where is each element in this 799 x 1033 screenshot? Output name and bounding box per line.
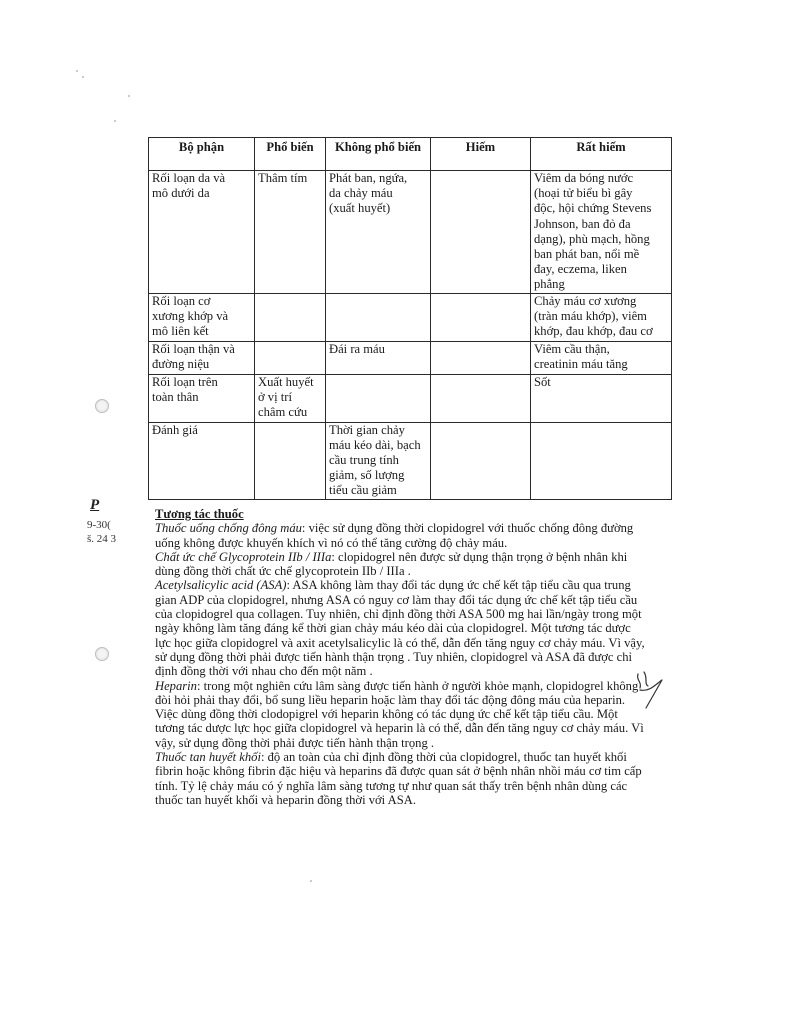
table-row — [149, 422, 672, 499]
table-cell — [431, 422, 531, 499]
table-cell: Sốt — [531, 374, 672, 422]
drug-interactions-section — [155, 507, 645, 807]
table-cell: Rối loạn cơ xương khớp và mô liên kết — [149, 293, 255, 341]
table-header-row — [149, 138, 672, 171]
punch-hole-icon — [95, 647, 109, 661]
interaction-paragraph — [155, 578, 645, 678]
table-cell — [431, 293, 531, 341]
table-cell — [255, 293, 326, 341]
adverse-reactions-table — [148, 137, 672, 500]
table-cell: Thâm tím — [255, 171, 326, 294]
table-cell — [431, 341, 531, 374]
section-heading: Tương tác thuốc — [155, 507, 244, 521]
scan-speck — [76, 70, 78, 72]
header-rare: Hiếm — [431, 138, 531, 171]
interaction-text: : việc sử dụng đồng thời clopidogrel với thuốc chống đông đường uống không được khuyến khích vì nó có thể tăng cường độ chảy máu. — [155, 521, 634, 550]
table-row — [149, 341, 672, 374]
table-cell: Đánh giá — [149, 422, 255, 499]
header-organ: Bộ phận — [149, 138, 255, 171]
table-cell: Viêm cầu thận, creatinin máu tăng — [531, 341, 672, 374]
interaction-text: : clopidogrel nên được sử dụng thận trọng ở bệnh nhân khi dùng đồng thời chất ức chế glycoprotein IIb / IIIa . — [155, 549, 628, 579]
scan-speck — [114, 120, 116, 122]
margin-stamp-line1: 9-30( — [87, 519, 111, 531]
table-cell — [531, 422, 672, 499]
table-cell: Đái ra máu — [326, 341, 431, 374]
table-cell: Rối loạn trên toàn thân — [149, 374, 255, 422]
table-cell — [431, 374, 531, 422]
table-cell — [255, 341, 326, 374]
table-cell — [326, 293, 431, 341]
table-cell: Rối loạn thận và đường niệu — [149, 341, 255, 374]
table-row — [149, 293, 672, 341]
interaction-term: Thuốc uống chống đông máu — [155, 521, 302, 536]
table-cell: Rối loạn da và mô dưới da — [149, 171, 255, 294]
table-cell: Xuất huyết ở vị trí châm cứu — [255, 374, 326, 422]
interaction-paragraph — [155, 521, 645, 550]
table-cell: Chảy máu cơ xương (tràn máu khớp), viêm khớp, đau khớp, đau cơ — [531, 293, 672, 341]
interaction-text: : trong một nghiên cứu lâm sàng được tiến hành ở người khỏe mạnh, clopidogrel không đòi hỏi phải thay đổi, bổ sung liều heparin hoặc làm thay đổi tác động đông máu của heparin. Việc dùng đồng thời clodopigrel với heparin không có tác dụng ức chế kết tập tiểu cầu. Một tương tác dược lực học giữa clopidogrel và heparin là có thể, dẫn đến tăng nguy cơ chảy máu. Vì vậy, sử dụng đồng thời phải được tiến hành thận trọng . — [155, 678, 644, 750]
margin-stamp-line2: š. 24 3 — [87, 533, 117, 545]
table-row — [149, 171, 672, 294]
interaction-term: Thuốc tan huyết khối — [155, 750, 261, 765]
table-cell: Thời gian chảy máu kéo dài, bạch cầu trung tính giảm, số lượng tiểu cầu giảm — [326, 422, 431, 499]
interaction-term: Acetylsalicylic acid (ASA) — [155, 578, 287, 593]
interaction-paragraph — [155, 750, 645, 807]
interaction-text: : độ an toàn của chỉ định đồng thời của clopidogrel, thuốc tan huyết khối fibrin hoặc không fibrin đặc hiệu và heparins đã được quan sát ở bệnh nhân nhồi máu cơ tim cấp tính. Tỷ lệ chảy máu có ý nghĩa lâm sàng tương tự như quan sát thấy trên bệnh nhân dùng các thuốc tan huyết khối và heparin đồng thời với ASA. — [155, 750, 642, 807]
table-cell: Viêm da bóng nước (hoại tử biểu bì gây độc, hội chứng Stevens Johnson, ban đỏ đa dạng), phù mạch, hồng ban phát ban, nổi mề đay, eczema, liken phẳng — [531, 171, 672, 294]
header-uncommon: Không phổ biến — [326, 138, 431, 171]
margin-stamp-letter: P — [90, 497, 100, 513]
scan-speck — [310, 880, 312, 882]
table-row — [149, 374, 672, 422]
scan-speck — [128, 95, 130, 97]
interaction-paragraph — [155, 679, 645, 750]
interaction-text: : ASA không làm thay đổi tác dụng ức chế kết tập tiểu cầu qua trung gian ADP của clopidogrel, nhưng ASA có nguy cơ làm thay đổi tác dụng ức chế kết tập tiểu cầu của clopidogrel qua collagen. Tuy nhiên, chỉ định đồng thời ASA 500 mg hai lần/ngày trong một ngày không làm tăng đáng kể thời gian chảy máu kéo dài của clopidogrel. Một tương tác dược lực học giữa clopidogrel và axit acetylsalicylic là có thể, dẫn đến tăng nguy cơ chảy máu. Vì vậy, sử dụng đồng thời phải được tiến hành thận trọng . Tuy nhiên, clopidogrel và ASA đã được chỉ định đồng thời với nhau cho đến một năm . — [155, 578, 645, 679]
header-common: Phổ biến — [255, 138, 326, 171]
table-cell: Phát ban, ngứa, da chảy máu (xuất huyết) — [326, 171, 431, 294]
table-cell — [431, 171, 531, 294]
interaction-term: Heparin — [155, 678, 197, 693]
header-very-rare: Rất hiếm — [531, 138, 672, 171]
interaction-paragraph — [155, 550, 645, 579]
table-cell — [255, 422, 326, 499]
interaction-term: Chất ức chế Glycoprotein IIb / IIIa — [155, 549, 332, 564]
table-cell — [326, 374, 431, 422]
scan-speck — [82, 76, 84, 78]
punch-hole-icon — [95, 399, 109, 413]
handwritten-initial-icon — [632, 668, 666, 710]
